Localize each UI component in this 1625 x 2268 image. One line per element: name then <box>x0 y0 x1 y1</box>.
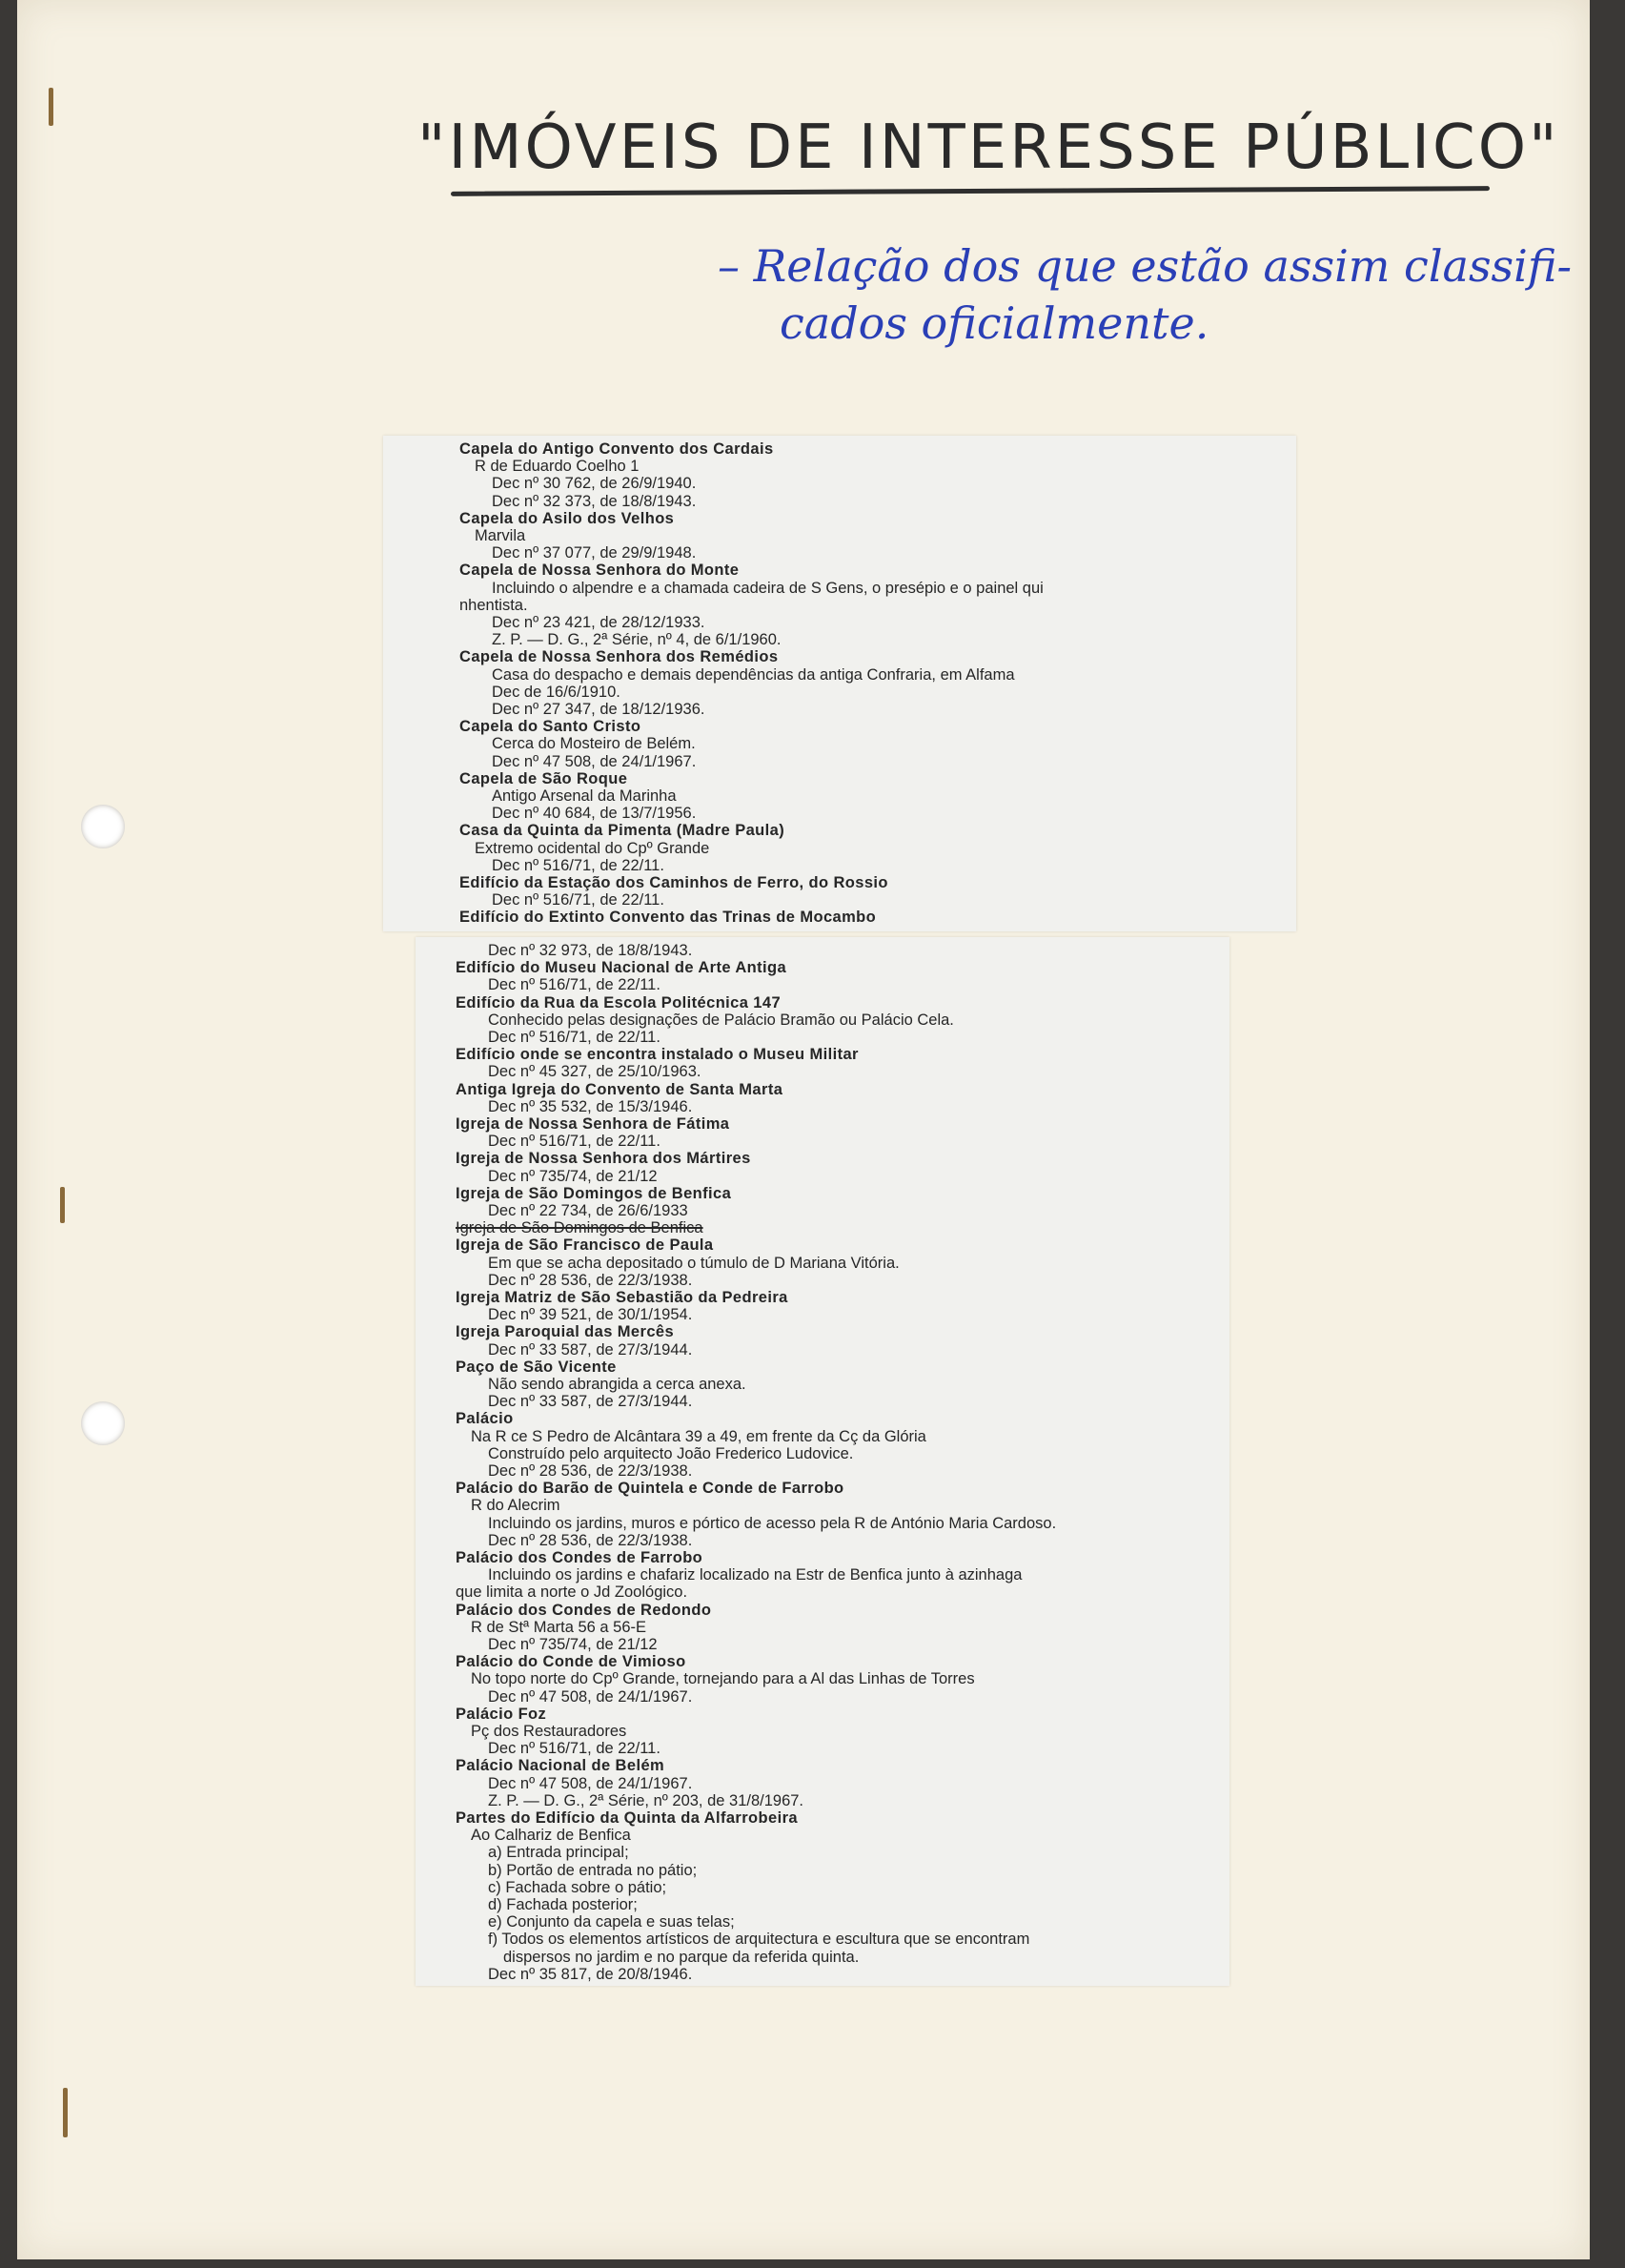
property-detail: Dec de 16/6/1910. <box>492 683 620 701</box>
property-detail: Z. P. — D. G., 2ª Série, nº 4, de 6/1/1960. <box>492 631 782 649</box>
property-heading: Capela do Asilo dos Velhos <box>459 509 675 527</box>
property-detail: Pç dos Restauradores <box>471 1723 627 1740</box>
property-detail: f) Todos os elementos artísticos de arquitectura e escultura que se encontram <box>488 1931 1030 1949</box>
property-heading: Capela de São Roque <box>459 769 628 787</box>
property-detail: a) Entrada principal; <box>488 1844 629 1862</box>
property-detail: que limita a norte o Jd Zoológico. <box>456 1584 688 1602</box>
property-heading: Capela de Nossa Senhora do Monte <box>459 562 740 580</box>
property-detail: Dec nº 37 077, de 29/9/1948. <box>492 544 697 562</box>
property-heading: Edifício da Rua da Escola Politécnica 147 <box>456 993 782 1011</box>
property-detail: Dec nº 516/71, de 22/11. <box>492 856 664 874</box>
property-detail: d) Fachada posterior; <box>488 1896 638 1913</box>
property-detail: Dec nº 45 327, de 25/10/1963. <box>488 1063 701 1081</box>
property-detail: Extremo ocidental do Cpº Grande <box>475 839 710 857</box>
property-heading: Edifício do Museu Nacional de Arte Antiga <box>456 959 787 977</box>
property-detail: Dec nº 27 347, de 18/12/1936. <box>492 701 705 718</box>
staple-mark <box>60 1187 65 1223</box>
property-detail: Dec nº 28 536, de 22/3/1938. <box>488 1531 693 1549</box>
property-heading: Palácio Foz <box>456 1705 547 1723</box>
handwritten-title: "IMÓVEIS DE INTERESSE PÚBLICO" <box>417 112 1560 183</box>
property-detail: Dec nº 516/71, de 22/11. <box>488 976 660 994</box>
property-detail: Dec nº 47 508, de 24/1/1967. <box>488 1774 693 1792</box>
property-detail: Dec nº 30 762, de 26/9/1940. <box>492 475 697 493</box>
property-detail: dispersos no jardim e no parque da referida quinta. <box>503 1948 860 1966</box>
property-heading: Palácio dos Condes de Redondo <box>456 1601 712 1619</box>
property-detail: Na R ce S Pedro de Alcântara 39 a 49, em frente da Cç da Glória <box>471 1427 926 1445</box>
punch-hole-top <box>81 805 125 848</box>
property-detail: Construído pelo arquitecto João Frederico Ludovice. <box>488 1444 854 1462</box>
property-heading: Igreja Paroquial das Mercês <box>456 1323 675 1341</box>
title-underline <box>451 186 1490 196</box>
property-detail: Incluindo o alpendre e a chamada cadeira de S Gens, o presépio e o painel qui <box>492 579 1044 597</box>
property-heading: Edifício onde se encontra instalado o Museu Militar <box>456 1046 859 1064</box>
property-detail: Dec nº 28 536, de 22/3/1938. <box>488 1271 693 1289</box>
property-heading: Palácio do Conde de Vimioso <box>456 1653 686 1671</box>
property-heading: Palácio <box>456 1410 514 1428</box>
property-heading: Casa da Quinta da Pimenta (Madre Paula) <box>459 822 785 840</box>
property-detail: R do Alecrim <box>471 1497 560 1515</box>
property-detail: nhentista. <box>459 596 528 614</box>
property-detail: e) Conjunto da capela e suas telas; <box>488 1913 735 1931</box>
property-detail: Conhecido pelas designações de Palácio Bramão ou Palácio Cela. <box>488 1011 954 1029</box>
property-detail: Dec nº 47 508, de 24/1/1967. <box>488 1687 693 1706</box>
property-detail: Dec nº 22 734, de 26/6/1933 <box>488 1202 688 1219</box>
property-detail: Incluindo os jardins, muros e pórtico de acesso pela R de António Maria Cardoso. <box>488 1514 1057 1532</box>
property-heading: Antiga Igreja do Convento de Santa Marta <box>456 1080 783 1098</box>
newspaper-clipping-2 <box>416 937 1229 1986</box>
staple-mark <box>49 88 53 126</box>
property-detail: b) Portão de entrada no pátio; <box>488 1861 698 1879</box>
property-heading: Igreja de São Francisco de Paula <box>456 1236 714 1255</box>
property-detail: Dec nº 33 587, de 27/3/1944. <box>488 1393 693 1411</box>
property-heading: Igreja Matriz de São Sebastião da Pedreira <box>456 1289 788 1306</box>
property-heading: Capela de Nossa Senhora dos Remédios <box>459 648 779 666</box>
property-detail: Dec nº 47 508, de 24/1/1967. <box>492 752 697 770</box>
property-detail: Dec nº 28 536, de 22/3/1938. <box>488 1462 693 1480</box>
property-detail: Dec nº 735/74, de 21/12 <box>488 1636 658 1653</box>
property-detail: Dec nº 35 817, de 20/8/1946. <box>488 1965 693 1983</box>
property-heading: Partes do Edifício da Quinta da Alfarrobeira <box>456 1809 798 1827</box>
property-detail: Casa do despacho e demais dependências da antiga Confraria, em Alfama <box>492 665 1015 684</box>
property-heading: Palácio Nacional de Belém <box>456 1757 665 1775</box>
staple-mark <box>63 2088 68 2137</box>
property-heading: Igreja de São Domingos de Benfica <box>456 1184 732 1202</box>
property-heading: Igreja de Nossa Senhora dos Mártires <box>456 1150 751 1168</box>
property-detail: Dec nº 516/71, de 22/11. <box>488 1029 660 1046</box>
property-detail: Dec nº 516/71, de 22/11. <box>488 1740 660 1758</box>
punch-hole-bottom <box>81 1401 125 1445</box>
property-heading: Capela do Santo Cristo <box>459 718 641 736</box>
property-detail: Dec nº 39 521, de 30/1/1954. <box>488 1306 693 1324</box>
property-detail: Dec nº 516/71, de 22/11. <box>488 1133 660 1151</box>
property-heading: Igreja de Nossa Senhora de Fátima <box>456 1115 730 1133</box>
property-detail: Dec nº 23 421, de 28/12/1933. <box>492 614 705 631</box>
property-detail: Não sendo abrangida a cerca anexa. <box>488 1376 746 1393</box>
property-detail: Dec nº 516/71, de 22/11. <box>492 891 664 909</box>
property-detail: Em que se acha depositado o túmulo de D Mariana Vitória. <box>488 1254 900 1272</box>
property-heading: Paço de São Vicente <box>456 1358 617 1376</box>
property-detail: Dec nº 33 587, de 27/3/1944. <box>488 1340 693 1359</box>
property-detail: Dec nº 35 532, de 15/3/1946. <box>488 1097 693 1115</box>
property-detail: Incluindo os jardins e chafariz localizado na Estr de Benfica junto à azinhaga <box>488 1566 1023 1584</box>
property-detail: Z. P. — D. G., 2ª Série, nº 203, de 31/8/1967. <box>488 1791 804 1809</box>
handwritten-subtitle-line-1: – Relação dos que estão assim classifi- <box>718 240 1573 292</box>
property-detail: Ao Calhariz de Benfica <box>471 1827 631 1845</box>
property-heading: Edifício do Extinto Convento das Trinas de Mocambo <box>459 909 877 927</box>
property-detail: Dec nº 32 373, de 18/8/1943. <box>492 492 697 510</box>
property-detail: c) Fachada sobre o pátio; <box>488 1878 667 1896</box>
property-detail: No topo norte do Cpº Grande, tornejando para a Al das Linhas de Torres <box>471 1670 975 1688</box>
property-detail: R de Stª Marta 56 a 56-E <box>471 1618 647 1636</box>
property-detail: Dec nº 32 973, de 18/8/1943. <box>488 942 693 959</box>
property-detail: Dec nº 735/74, de 21/12 <box>488 1167 658 1185</box>
property-detail: Cerca do Mosteiro de Belém. <box>492 735 696 753</box>
handwritten-subtitle-line-2: cados oficialmente. <box>780 297 1209 349</box>
property-detail: Dec nº 40 684, de 13/7/1956. <box>492 805 697 823</box>
newspaper-clipping-1 <box>383 436 1296 931</box>
property-heading: Edifício da Estação dos Caminhos de Ferro, do Rossio <box>459 874 888 891</box>
property-detail: R de Eduardo Coelho 1 <box>475 458 640 476</box>
struck-out-line: Igreja de São Domingos de Benfica <box>456 1219 703 1237</box>
property-detail: Antigo Arsenal da Marinha <box>492 787 677 805</box>
property-detail: Marvila <box>475 527 526 544</box>
property-heading: Palácio dos Condes de Farrobo <box>456 1549 703 1566</box>
property-heading: Capela do Antigo Convento dos Cardais <box>459 440 774 458</box>
property-heading: Palácio do Barão de Quintela e Conde de Farrobo <box>456 1480 844 1498</box>
